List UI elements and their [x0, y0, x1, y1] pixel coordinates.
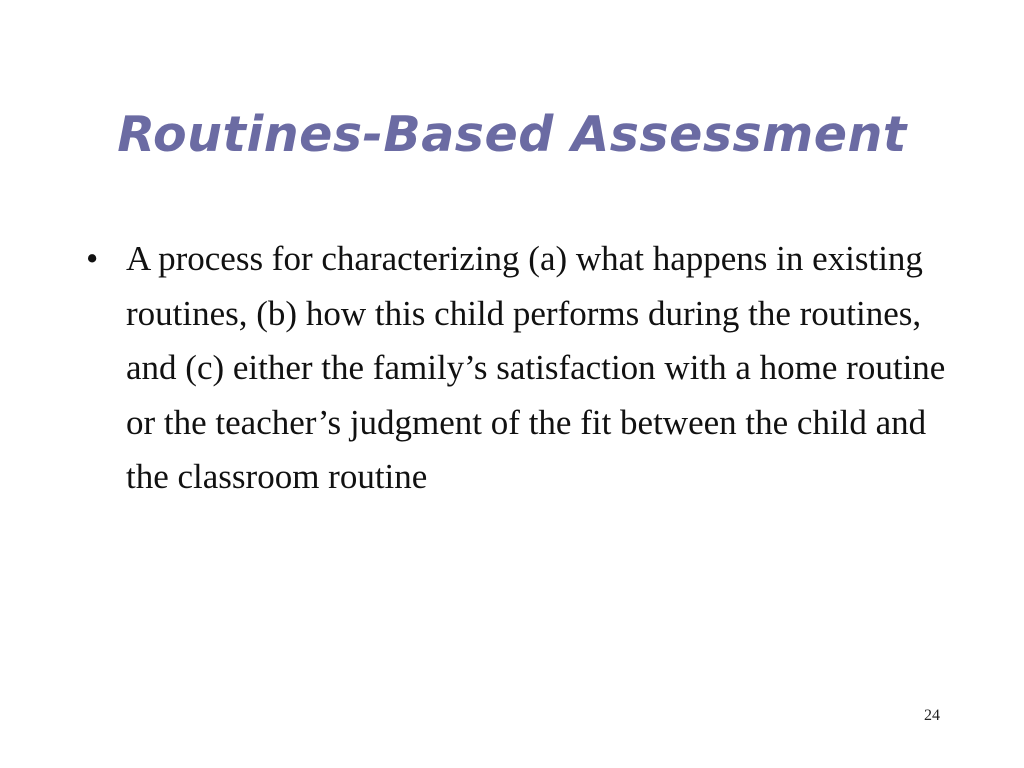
bullet-list — [86, 232, 966, 505]
slide-title: Routines-Based Assessment — [117, 106, 907, 163]
bullet-text: A process for characterizing (a) what happens in existing routines, (b) how this child performs during the routines, and (c) either the family’s satisfaction with a home routine or the teacher’s judgment of the fit between the child and the classroom routine — [126, 239, 946, 496]
slide-number: 24 — [924, 707, 940, 724]
bullet-marker: • — [86, 239, 99, 278]
bullet-item — [86, 232, 966, 505]
